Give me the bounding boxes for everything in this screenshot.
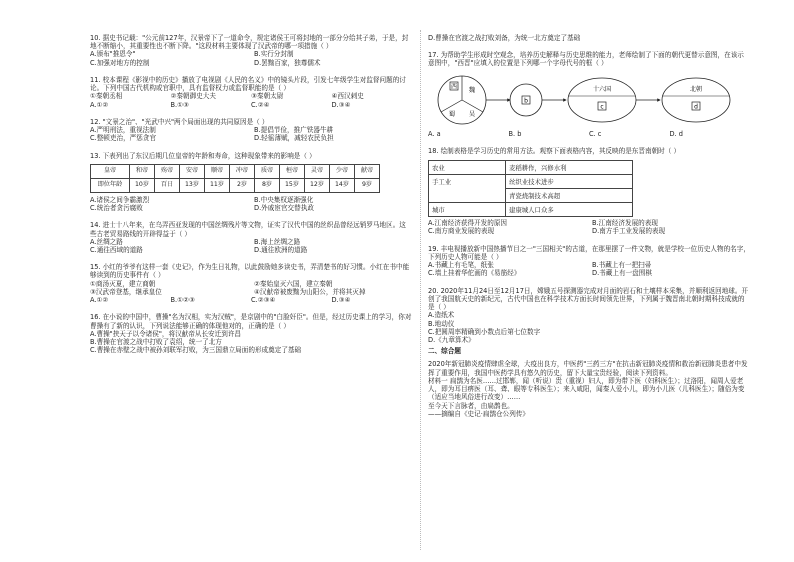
question-21-source: ——摘编自《史记·扁鹊仓公列传》 (428, 409, 530, 418)
question-12 (90, 118, 412, 143)
question-15-item-4: ④汉献帝被废黜为山阳公，并将其灭掉 (254, 287, 366, 296)
table-cell: 百日 (155, 178, 180, 192)
question-13-option-c: C.统治者贪污腐败 (90, 204, 143, 213)
table-cell: 10岁 (130, 178, 155, 192)
table-cell: 冲帝 (230, 164, 255, 178)
table-cell: 顺帝 (205, 164, 230, 178)
question-17-stem: 17. 为帮助学生形成时空观念，培养历史解释与历史思维的能力，老师绘制了下面的朝代更替示意图，在该示意图中，"西晋"应填入的位置是下列哪一个字母代号的框（ ） (428, 51, 744, 68)
question-19-option-d: D.书藏上有一盘围棋 (592, 269, 652, 278)
question-12-option-a: A.严明刑法，重视法制 (90, 126, 156, 135)
question-18-option-c: C.南方商业发展的表现 (428, 227, 495, 236)
table-cell: 丝织业技术进步 (506, 175, 633, 189)
table-cell: 15岁 (280, 178, 305, 192)
table-cell: 13岁 (180, 178, 205, 192)
question-15-option-d: D.③④ (331, 296, 351, 305)
question-15-option-c: C.②③④ (251, 296, 276, 305)
table-cell: 灵帝 (305, 164, 330, 178)
table-cell: 9岁 (355, 178, 380, 192)
table-cell: 农业 (429, 161, 506, 175)
question-18 (428, 147, 750, 236)
table-cell (429, 189, 506, 203)
question-14-option-d: D.通往欧洲的道路 (254, 245, 308, 254)
table-cell: 殇帝 (155, 164, 180, 178)
question-13-option-d: D.外戚宦官交替执政 (254, 204, 314, 213)
table-cell: 建康城人口众多 (506, 203, 633, 217)
question-15-item-3: ③汉武帝登基，继承皇位 (90, 287, 162, 296)
question-11-option-d: D.③④ (331, 100, 351, 109)
question-13-option-a: A.诸侯之间争霸激烈 (90, 195, 150, 204)
table-cell: 献帝 (355, 164, 380, 178)
question-11-item-4: ④西汉刺史 (331, 92, 364, 101)
question-13 (90, 152, 412, 213)
dynasty-diagram-svg (428, 72, 750, 128)
question-20-option-c: C.把圆周率精确到小数点后第七位数字 (428, 327, 541, 336)
question-20-option-d: D.《九章算术》 (428, 335, 475, 344)
question-15-option-a: A.①② (90, 296, 109, 305)
question-17-option-a: A. a (428, 129, 441, 138)
question-21 (428, 360, 750, 418)
wei-label: 魏 (468, 86, 476, 94)
table-cell: 11岁 (205, 178, 230, 192)
question-14-option-b: B.海上丝绸之路 (254, 237, 301, 246)
question-20 (428, 287, 750, 345)
question-14-option-c: C.通往西域的道路 (90, 245, 143, 254)
ellipse-c (568, 78, 636, 122)
question-14-option-a: A.丝绸之路 (90, 237, 123, 246)
question-11-option-c: C.②④ (251, 100, 270, 109)
question-10-option-b: B.实行分封制 (254, 50, 294, 59)
question-17 (428, 51, 750, 138)
question-15 (90, 263, 412, 304)
table-cell: 安帝 (180, 164, 205, 178)
question-11-item-3: ③秦朝太尉 (251, 92, 284, 101)
question-15-stem: 15. 小红的爷爷有这样一套《史记》，作为生日礼物，以此鼓励她多读史书，弄清楚书的好习惯。小红在书中能够读到的历史事件有（ ） (90, 263, 410, 280)
right-column (428, 34, 750, 418)
question-20-option-b: B.地动仪 (428, 319, 455, 328)
question-21-material-1-end: 至今天下言脉者，由扁鹊也。 (428, 401, 514, 410)
question-17-option-c: C. c (589, 129, 602, 138)
table-cell: 少帝 (330, 164, 355, 178)
box-a-label: 西 (450, 83, 458, 91)
question-12-option-d: D.轻徭薄赋，减轻农民负担 (254, 134, 334, 143)
question-11-stem: 11. 校本课程《影视中的历史》播放了电视剧《人民的名义》中的镜头片段，引发七年级学生对监督问题的讨论。下列中国古代机构或官职中，具有监督权力或监督职能的是（ ） (90, 75, 406, 93)
question-16-option-b: B.曹操在官渡之战中打败了袁绍，统一了北方 (90, 338, 222, 347)
question-15-item-2: ②秦始皇灭六国，建立秦朝 (254, 279, 333, 288)
question-13-stem: 13. 下表列出了东汉后期几位皇帝的年龄和寿命，这种现象带来的影响是（ ） (90, 151, 316, 160)
table-row-head: 即位年龄 (91, 178, 130, 192)
question-17-option-d: D. d (669, 129, 683, 138)
table-cell: 12岁 (305, 178, 330, 192)
question-10-stem: 10. 据史书记载："公元前127年，汉景帝下了一道命令，规定诸侯王可将封地的一部分分给其子弟，于是，封地不断缩小，其重要性也不断下降。"这段材料主要体现了汉武帝的哪一项措施（ ） (90, 34, 409, 51)
question-20-option-a: A.造纸术 (428, 311, 455, 320)
question-19-stem: 19. 丰电视播放新中国热播节目之一"三国相关"的古道，在那里摆了一件文物，就是学校一位历史人物的名字，下列历史人物可能是（ ） (428, 244, 750, 261)
question-12-option-c: C.整顿吏治，严惩贪官 (90, 134, 157, 143)
question-18-option-b: B.江南经济发展的表现 (592, 219, 658, 228)
question-10 (90, 34, 412, 67)
table-cell: 14岁 (330, 178, 355, 192)
question-10-option-a: A.颁布"推恩令" (90, 50, 136, 59)
table-cell: 桓帝 (280, 164, 305, 178)
northern-dynasties-label: 北朝 (689, 85, 703, 93)
table-cell: 和帝 (130, 164, 155, 178)
question-21-intro: 2020年新冠肺炎疫情肆虐全球，大疫出良方，中医药"三药三方"在抗击新冠肺炎疫情和救治新冠肺炎患者中发挥了重要作用，我国中医药学具有悠久的历史，留下大量宝贵经验，阅读下列资料。 (428, 360, 748, 377)
table-cell: 麦稻耕作，兴修水利 (506, 161, 633, 175)
question-17-option-b: B. b (508, 129, 522, 138)
box-c-label: c (600, 103, 604, 111)
question-19-option-a: A.书藏上有毛笔，纸张 (428, 261, 494, 270)
question-11-option-a: A.①② (90, 100, 109, 109)
question-18-option-a: A.江南经济获得开发的原因 (428, 219, 508, 228)
table-cell: 8岁 (255, 178, 280, 192)
table-cell: 质帝 (255, 164, 280, 178)
question-21-material-1: 材料一 扁鹊为名医……过邯郸，闻（听说）贵（重视）妇人，即为带下医（妇科医生）；过洛阳，闻周人爱老人，即为耳目痹医（耳、聋、眼等专科医生）；来入咸阳，闻秦人爱小儿，即为小儿医（儿科医生）；随俗为变（适应当地风俗进行改变）…… (428, 376, 745, 402)
sixteen-kingdoms-label: 十六国 (592, 85, 612, 93)
question-16-option-a: A.曹操"挟天子以令诸侯"，将汉献帝从长安迁到许昌 (90, 329, 242, 338)
table-cell: 青瓷烧制技术高超 (506, 189, 633, 203)
box-b-label: b (524, 97, 528, 105)
question-10-option-c: C.加强对地方的控制 (90, 58, 150, 67)
jiangnan-table (428, 160, 633, 217)
question-19-option-b: B.书藏上有一把扫帚 (592, 261, 652, 270)
question-10-option-d: D.罢黜百家，独尊儒术 (254, 58, 321, 67)
wu-label: 吴 (468, 110, 476, 118)
question-14-stem: 14. 进士十八年来，在乌弄西亚发现的中国丝绸残片等文物，证实了汉代中国的丝织品曾经远销罗马地区。这些古老贸易路线的开辟得益于（ ） (90, 221, 406, 238)
column-divider (420, 30, 421, 550)
question-15-option-b: B.①②③ (170, 296, 195, 305)
question-16 (90, 313, 412, 354)
question-19-option-c: C.墙上挂着华佗画的《易筋经》 (428, 269, 521, 278)
section-heading: 二、综合题 (428, 347, 461, 356)
question-12-stem: 12. "文景之治"、"光武中兴"两个局面出现的共同原因是（ ） (90, 117, 269, 126)
question-16-option-c: C.曹操在赤壁之战中被孙刘联军打败，为三国鼎立局面的形成奠定了基础 (90, 346, 302, 355)
question-14 (90, 221, 412, 254)
question-11-item-2: ②秦朝御史大夫 (170, 92, 216, 101)
question-12-option-b: B.提倡节俭，推广铁器牛耕 (254, 126, 334, 135)
ellipse-d (662, 78, 730, 122)
question-20-stem: 20. 2020年11月24日至12月17日，嫦娥五号探测器完成对月面的岩石和土壤样本采集，并顺利返回地球。开创了我国航天史的新纪元，古代中国也在科学技术方面长时间领先世界，下列属于魏晋南北朝时期科技成就的是（ ） (428, 286, 749, 312)
table-cell: 手工业 (429, 175, 506, 189)
dynasty-diagram (428, 72, 750, 128)
question-15-item-1: ①商汤灭夏，建立商朝 (90, 279, 156, 288)
table-cell: 城市 (429, 203, 506, 217)
question-11-option-b: B.①③ (170, 100, 189, 109)
table-cell: 2岁 (230, 178, 255, 192)
question-18-stem: 18. 绘制表格是学习历史的常用方法。观察下面表格内容，其反映的是东晋南朝时（ ） (428, 146, 681, 155)
shu-label: 蜀 (448, 110, 456, 118)
question-11 (90, 76, 412, 109)
question-18-option-d: D.南方手工业发展的表现 (592, 227, 666, 236)
question-16-stem: 16. 在小说的中国中，曹操"名为汉相，实为汉贼"，是京剧中的"白脸奸臣"。但是，经过历史课上的学习，你对曹操有了新的认识，下列说法能够正确的体现他对的，正确的是（ ） (90, 313, 412, 330)
question-19 (428, 245, 750, 278)
box-d-label: d (694, 103, 698, 111)
question-11-item-1: ①秦朝丞相 (90, 92, 123, 101)
left-column (90, 34, 412, 355)
table-row-head: 皇帝 (91, 164, 130, 178)
emperor-age-table (90, 164, 380, 193)
question-16-option-d: D.曹操在官渡之战打败刘备，为统一北方奠定了基础 (428, 34, 581, 42)
question-13-option-b: B.中央集权逐渐强化 (254, 195, 314, 204)
